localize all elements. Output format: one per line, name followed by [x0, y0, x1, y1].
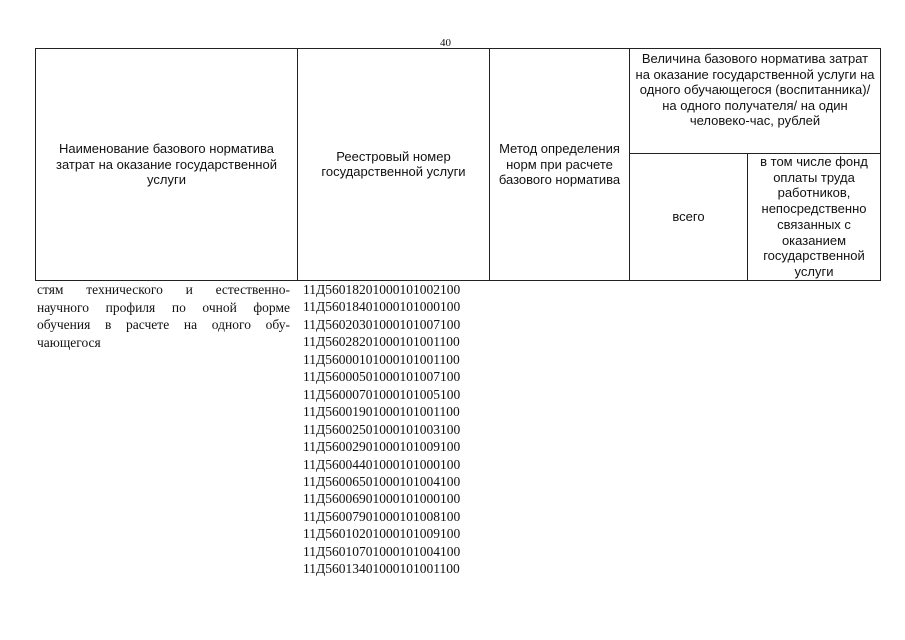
registry-number: 11Д56000701000101005100 — [303, 386, 461, 402]
registry-number-list — [303, 281, 460, 578]
service-name-line: стям технического и естественно- — [37, 282, 290, 297]
service-name-line: чающегося — [37, 334, 101, 350]
registry-number: 11Д56028201000101001100 — [303, 334, 460, 350]
service-name-line: обучения в расчете на одного обу- — [37, 317, 290, 332]
registry-number: 11Д56010701000101004100 — [303, 543, 461, 559]
registry-number: 11Д56000501000101007100 — [303, 369, 461, 385]
registry-number: 11Д56020301000101007100 — [303, 316, 461, 332]
header-including-wage-fund: в том числе фонд оплаты труда работников, непосредственно связанных с оказанием государственной услуги — [748, 154, 881, 281]
service-name-line: научного профиля по очной форме — [37, 299, 290, 315]
registry-number: 11Д56006501000101004100 — [303, 473, 461, 489]
registry-number: 11Д56007901000101008100 — [303, 508, 461, 524]
registry-number: 11Д56002901000101009100 — [303, 439, 461, 455]
header-norm-value: Величина базового норматива затрат на оказание государственной услуги на одного обучающегося (воспитанника)/ на одного получателя/ на один человеко-час, рублей — [630, 49, 881, 154]
registry-number: 11Д56018401000101000100 — [303, 299, 461, 315]
header-service-name: Наименование базового норматива затрат на оказание государственной услуги — [36, 49, 298, 281]
norms-table-header — [35, 48, 881, 281]
registry-number: 11Д56001901000101001100 — [303, 404, 460, 420]
header-method: Метод определения норм при расчете базового норматива — [490, 49, 630, 281]
registry-number: 11Д56006901000101000100 — [303, 491, 461, 507]
header-registry-number: Реестровый номер государственной услуги — [298, 49, 490, 281]
page-number: 40 — [440, 37, 451, 49]
registry-number: 11Д56004401000101000100 — [303, 456, 461, 472]
registry-number: 11Д56002501000101003100 — [303, 421, 461, 437]
header-total: всего — [630, 154, 748, 281]
service-name-text — [37, 281, 290, 351]
registry-number: 11Д56010201000101009100 — [303, 526, 461, 542]
registry-number: 11Д56018201000101002100 — [303, 282, 461, 297]
registry-number: 11Д56013401000101001100 — [303, 561, 460, 577]
registry-number: 11Д56000101000101001100 — [303, 351, 460, 367]
